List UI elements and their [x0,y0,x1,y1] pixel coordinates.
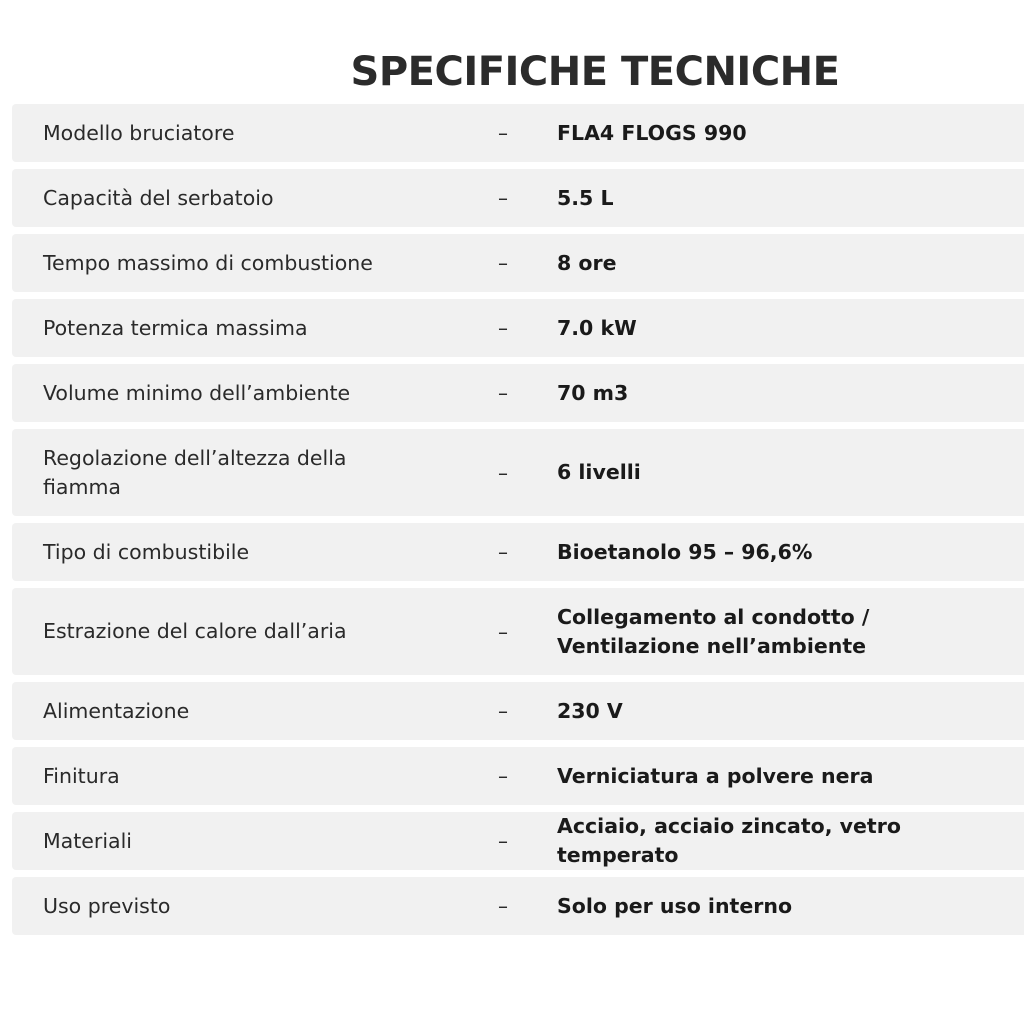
page-title: SPECIFICHE TECNICHE [350,49,840,95]
spec-separator: – [498,381,508,405]
spec-value: 230 V [557,698,623,723]
spec-separator: – [498,829,508,853]
spec-row [12,523,1024,581]
spec-row [12,299,1024,357]
spec-label: Finitura [43,763,120,788]
spec-label: Regolazione dell’altezza della fiamma [43,445,347,499]
spec-row [12,747,1024,805]
spec-label: Estrazione del calore dall’aria [43,619,347,643]
spec-separator: – [498,316,508,340]
spec-row [12,877,1024,935]
spec-value: 8 ore [557,250,617,275]
spec-value: 7.0 kW [557,315,637,340]
spec-separator: – [498,699,508,723]
spec-value: 5.5 L [557,185,614,210]
spec-value: Acciaio, acciaio zincato, vetro temperato [557,814,901,867]
spec-row [12,812,1024,870]
spec-row [12,234,1024,292]
spec-label: Modello bruciatore [43,120,235,145]
spec-label: Volume minimo dell’ambiente [43,380,351,405]
spec-row [12,364,1024,422]
spec-row [12,429,1024,516]
spec-row [12,104,1024,162]
spec-label: Materiali [43,828,132,853]
spec-separator: – [498,121,508,145]
spec-row [12,169,1024,227]
spec-label: Alimentazione [43,698,190,723]
spec-value: Collegamento al condotto / Ventilazione nell’ambiente [557,604,870,658]
spec-value: Bioetanolo 95 – 96,6% [557,539,813,564]
spec-label: Uso previsto [43,893,171,918]
spec-label: Tipo di combustibile [43,539,250,564]
spec-label: Potenza termica massima [43,315,308,340]
spec-separator: – [498,186,508,210]
spec-value: 70 m3 [557,380,629,405]
spec-row [12,682,1024,740]
spec-value: 6 livelli [557,460,641,484]
spec-separator: – [498,619,508,644]
spec-table [12,104,1024,942]
spec-separator: – [498,251,508,275]
spec-value: Solo per uso interno [557,893,793,918]
spec-value: Verniciatura a polvere nera [557,763,874,788]
spec-separator: – [498,764,508,788]
spec-value: FLA4 FLOGS 990 [557,120,747,145]
spec-row [12,588,1024,675]
spec-separator: – [498,540,508,564]
spec-separator: – [498,460,508,485]
spec-label: Tempo massimo di combustione [43,250,373,275]
spec-separator: – [498,894,508,918]
spec-label: Capacità del serbatoio [43,185,274,210]
